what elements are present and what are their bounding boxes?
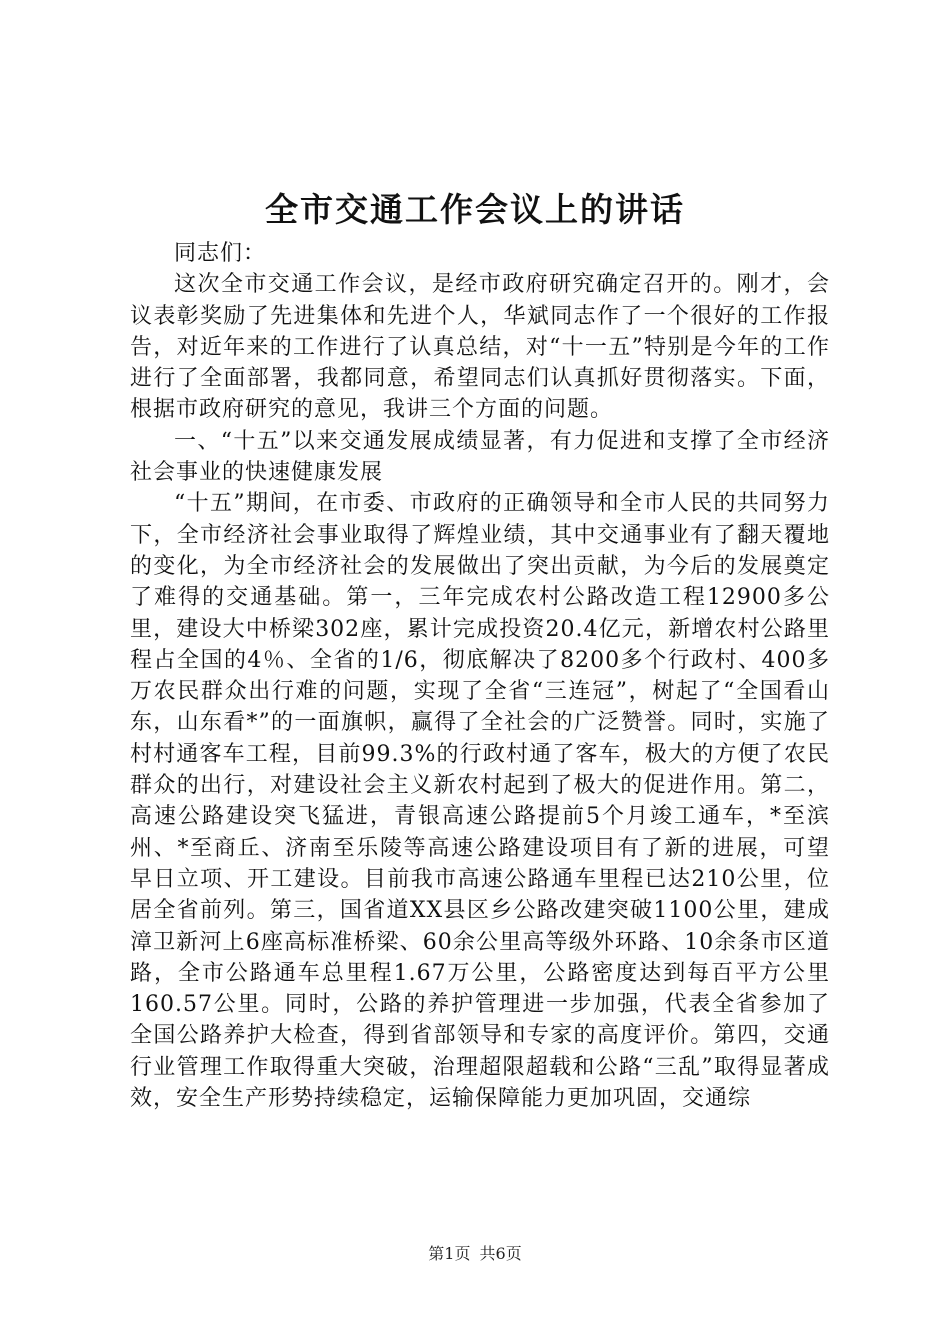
section-heading-1: 一、“十五”以来交通发展成绩显著，有力促进和支撑了全市经济社会事业的快速健康发展 xyxy=(130,428,830,486)
document-body xyxy=(130,238,830,1114)
body-paragraph: “十五”期间，在市委、市政府的正确领导和全市人民的共同努力下，全市经济社会事业取得了辉煌业绩，其中交通事业有了翻天覆地的变化，为全市经济社会的发展做出了突出贡献，为今后的发展奠定了难得的交通基础。第一，三年完成农村公路改造工程12900多公里，建设大中桥梁302座，累计完成投资20.4亿元，新增农村公路里程占全国的4％、全省的1/6，彻底解决了8200多个行政村、400多万农民群众出行难的问题，实现了全省“三连冠”，树起了“全国看山东，山东看*”的一面旗帜，赢得了全社会的广泛赞誉。同时，实施了村村通客车工程，目前99.3%的行政村通了客车，极大的方便了农民群众的出行，对建设社会主义新农村起到了极大的促进作用。第二，高速公路建设突飞猛进，青银高速公路提前5个月竣工通车，*至滨州、*至商丘、济南至乐陵等高速公路建设项目有了新的进展，可望早日立项、开工建设。目前我市高速公路通车里程已达210公里，位居全省前列。第三，国省道XX县区乡公路改建突破1100公里，建成漳卫新河上6座高标准桥梁、60余公里高等级外环路、10余条市区道路，全市公路通车总里程1.67万公里，公路密度达到每百平方公里160.57公里。同时，公路的养护管理进一步加强，代表全省参加了全国公路养护大检查，得到省部领导和专家的高度评价。第四，交通行业管理工作取得重大突破，治理超限超载和公路“三乱”取得显著成效，安全生产形势持续稳定，运输保障能力更加巩固，交通综 xyxy=(130,491,830,1112)
page-footer xyxy=(0,1242,950,1266)
page-number: 第1页 xyxy=(428,1244,471,1263)
intro-paragraph: 这次全市交通工作会议，是经市政府研究确定召开的。刚才，会议表彰奖励了先进集体和先进个人，华斌同志作了一个很好的工作报告，对近年来的工作进行了认真总结，对“十一五”特别是今年的工作进行了全面部署，我都同意，希望同志们认真抓好贯彻落实。下面，根据市政府研究的意见，我讲三个方面的问题。 xyxy=(130,272,830,423)
total-pages: 共6页 xyxy=(479,1244,522,1263)
salutation-paragraph: 同志们： xyxy=(174,241,267,266)
document-title: 全市交通工作会议上的讲话 xyxy=(265,190,685,229)
